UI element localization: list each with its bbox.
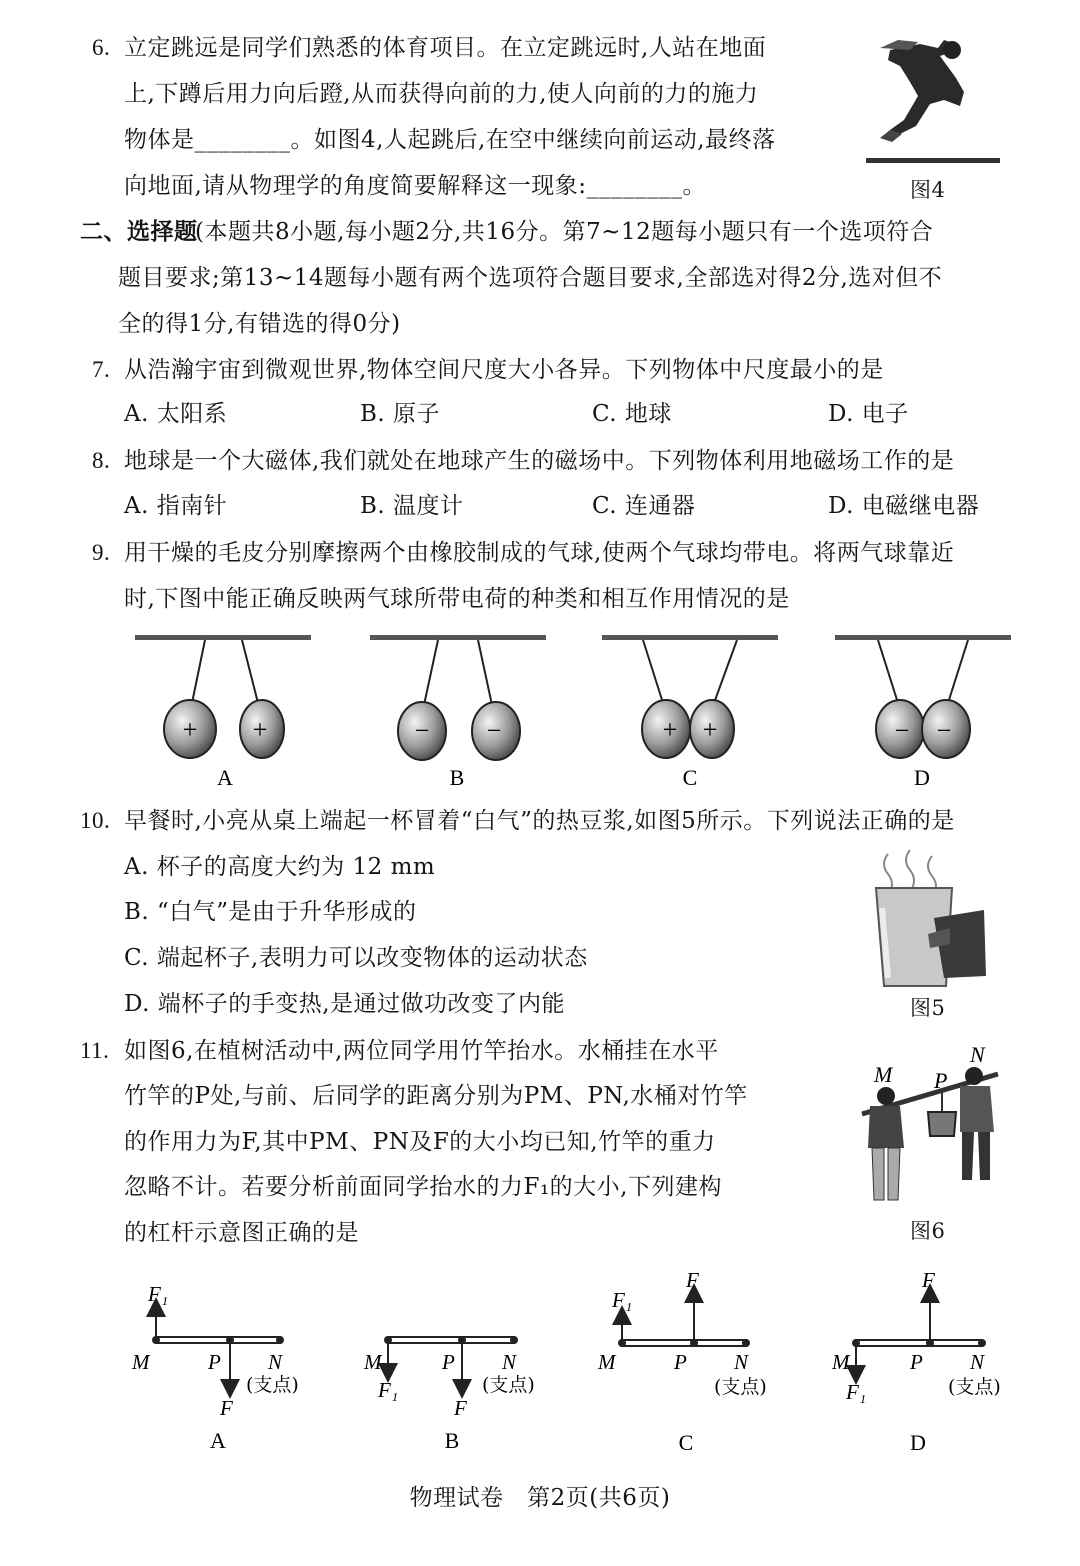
point-m-label: M xyxy=(132,1350,150,1374)
figure-6-label-n: N xyxy=(970,1042,985,1067)
point-m-label: M xyxy=(832,1350,850,1374)
q9-diagram-a xyxy=(135,635,311,790)
figure-5-cup xyxy=(858,848,993,993)
q10-number: 10. xyxy=(80,808,111,833)
balloon-charge: − xyxy=(936,716,952,745)
balloon-charge: + xyxy=(702,715,718,744)
page-footer: 物理试卷 第2页(共6页) xyxy=(409,1485,671,1511)
q9-label-a: A xyxy=(217,765,233,790)
figure-4-jumper xyxy=(860,30,1005,175)
section-2-desc-3: 全的得1分,有错选的得0分) xyxy=(118,311,401,337)
lever-label-b: B xyxy=(444,1428,460,1453)
q7-option-c: C. 地球 xyxy=(592,401,672,427)
figure-4-caption: 图4 xyxy=(910,178,946,202)
balloon-charge: + xyxy=(252,715,268,744)
point-m-label: M xyxy=(598,1350,616,1374)
q7-stem: 从浩瀚宇宙到微观世界,物体空间尺度大小各异。下列物体中尺度最小的是 xyxy=(124,357,884,383)
q9-balloon-diagrams xyxy=(0,625,1080,800)
q11-line-1: 如图6,在植树活动中,两位同学用竹竿抬水。水桶挂在水平 xyxy=(124,1038,719,1064)
q6-line-1: 立定跳远是同学们熟悉的体育项目。在立定跳远时,人站在地面 xyxy=(124,35,767,61)
q11-number: 11. xyxy=(80,1038,110,1063)
force-f1-label: F₁ xyxy=(612,1288,633,1312)
q9-line-2: 时,下图中能正确反映两气球所带电荷的种类和相互作用情况的是 xyxy=(124,586,790,612)
figure-5-caption: 图5 xyxy=(910,996,946,1020)
figure-6-carrying-water xyxy=(850,1040,1010,1210)
fulcrum-label: (支点) xyxy=(482,1374,535,1396)
point-p-label: P xyxy=(910,1350,923,1374)
fulcrum-label: (支点) xyxy=(714,1376,767,1398)
lever-diagram-a xyxy=(131,1282,299,1453)
balloon-charge: + xyxy=(182,715,198,744)
q6-line-2: 上,下蹲后用力向后蹬,从而获得向前的力,使人向前的力的施力 xyxy=(124,81,759,107)
force-f-label: F xyxy=(220,1396,233,1420)
balloon-charge: − xyxy=(414,716,430,745)
balloon-charge: − xyxy=(486,716,502,745)
fulcrum-label: (支点) xyxy=(948,1376,1001,1398)
q7-option-a: A. 太阳系 xyxy=(124,401,228,427)
force-f-label: F xyxy=(454,1396,467,1420)
q9-diagram-d xyxy=(835,635,1011,790)
q6-number: 6. xyxy=(92,35,111,60)
lever-diagram-d xyxy=(831,1268,1001,1455)
q7-option-d: D. 电子 xyxy=(828,401,909,427)
force-f1-label: F₁ xyxy=(148,1282,169,1306)
q6-line-4: 向地面,请从物理学的角度简要解释这一现象:________。 xyxy=(124,173,707,199)
q9-diagram-b xyxy=(370,635,546,790)
point-p-label: P xyxy=(208,1350,221,1374)
q8-option-a: A. 指南针 xyxy=(124,493,228,519)
point-n-label: N xyxy=(502,1350,517,1374)
q9-label-b: B xyxy=(449,765,465,790)
section-2-header: 二、选择题 xyxy=(80,218,198,245)
fulcrum-label: (支点) xyxy=(246,1374,299,1396)
q9-line-1: 用干燥的毛皮分别摩擦两个由橡胶制成的气球,使两个气球均带电。将两气球靠近 xyxy=(124,540,955,566)
q10-stem: 早餐时,小亮从桌上端起一杯冒着“白气”的热豆浆,如图5所示。下列说法正确的是 xyxy=(124,808,955,834)
force-f1-label: F₁ xyxy=(846,1380,867,1404)
q9-diagram-c xyxy=(602,635,778,790)
q8-option-d: D. 电磁继电器 xyxy=(828,493,980,519)
q6-line-3: 物体是________。如图4,人起跳后,在空中继续向前运动,最终落 xyxy=(124,127,776,153)
lever-label-c: C xyxy=(678,1430,694,1455)
point-n-label: N xyxy=(970,1350,985,1374)
force-f1-label: F₁ xyxy=(378,1378,399,1402)
q10-option-b: B. “白气”是由于升华形成的 xyxy=(124,899,417,925)
q10-option-a: A. 杯子的高度大约为 12 mm xyxy=(124,854,436,880)
force-f-label: F xyxy=(922,1268,935,1292)
figure-6-caption: 图6 xyxy=(910,1219,946,1243)
figure-6-label-p: P xyxy=(934,1068,948,1093)
section-2-desc-1: (本题共8小题,每小题2分,共16分。第7~12题每小题只有一个选项符合 xyxy=(195,219,934,245)
q11-line-3: 的作用力为F,其中PM、PN及F的大小均已知,竹竿的重力 xyxy=(124,1129,716,1155)
balloon-charge: + xyxy=(662,715,678,744)
q10-option-d: D. 端杯子的手变热,是通过做功改变了内能 xyxy=(124,991,566,1017)
q7-option-b: B. 原子 xyxy=(360,401,441,427)
point-n-label: N xyxy=(734,1350,749,1374)
figure-6-label-m: M xyxy=(874,1062,893,1087)
lever-diagram-c xyxy=(597,1268,767,1455)
q8-option-c: C. 连通器 xyxy=(592,493,696,519)
q10-option-c: C. 端起杯子,表明力可以改变物体的运动状态 xyxy=(124,945,588,971)
balloon-charge: − xyxy=(894,716,910,745)
section-2-desc-2: 题目要求;第13~14题每小题有两个选项符合题目要求,全部选对得2分,选对但不 xyxy=(118,265,943,291)
q11-line-5: 的杠杆示意图正确的是 xyxy=(124,1220,359,1246)
lever-label-d: D xyxy=(910,1430,926,1455)
q8-stem: 地球是一个大磁体,我们就处在地球产生的磁场中。下列物体利用地磁场工作的是 xyxy=(124,448,955,474)
point-p-label: P xyxy=(674,1350,687,1374)
point-m-label: M xyxy=(364,1350,382,1374)
q9-label-d: D xyxy=(914,765,930,790)
q7-number: 7. xyxy=(92,357,111,382)
q9-number: 9. xyxy=(92,540,111,565)
q11-line-4: 忽略不计。若要分析前面同学抬水的力F₁的大小,下列建构 xyxy=(124,1174,722,1200)
q11-lever-diagrams xyxy=(0,1265,1080,1465)
force-f-label: F xyxy=(686,1268,699,1292)
point-p-label: P xyxy=(442,1350,455,1374)
lever-diagram-b xyxy=(363,1336,535,1453)
q8-number: 8. xyxy=(92,448,111,473)
lever-label-a: A xyxy=(210,1428,226,1453)
q11-line-2: 竹竿的P处,与前、后同学的距离分别为PM、PN,水桶对竹竿 xyxy=(124,1083,748,1109)
q9-label-c: C xyxy=(682,765,698,790)
point-n-label: N xyxy=(268,1350,283,1374)
q8-option-b: B. 温度计 xyxy=(360,493,464,519)
